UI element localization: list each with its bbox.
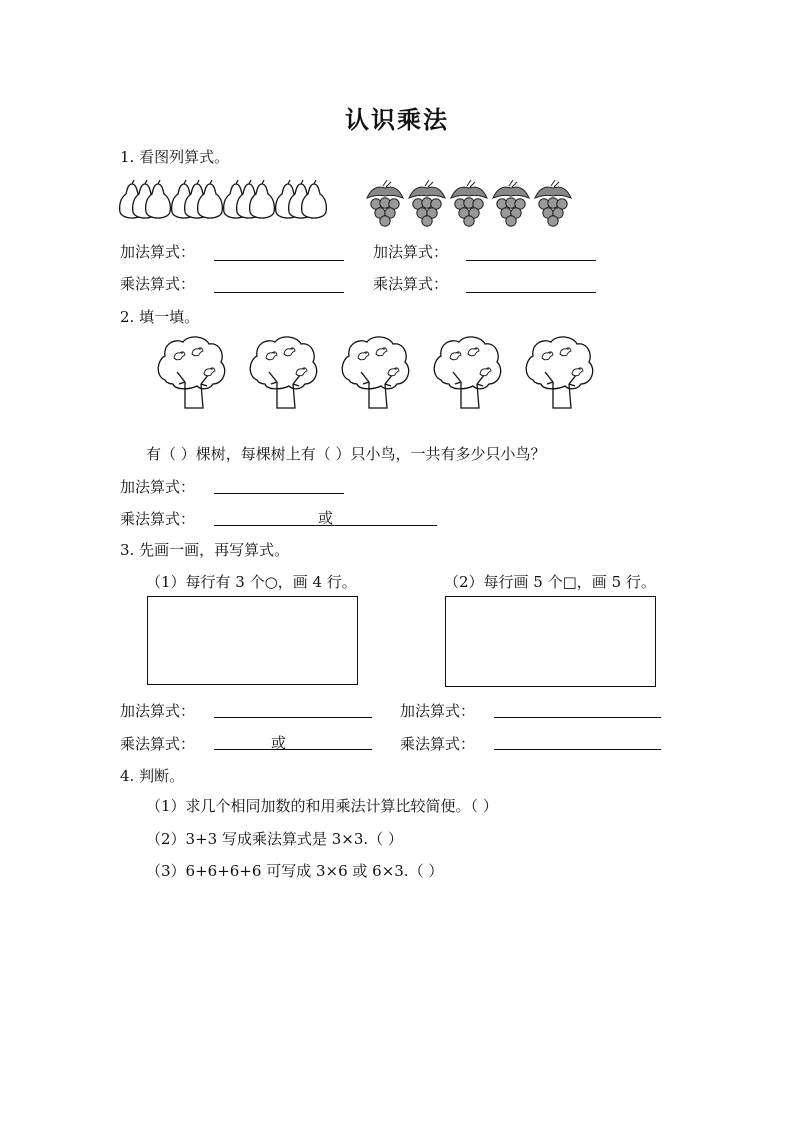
q4-heading: 4. 判断。 (120, 767, 185, 785)
q2-mul-label: 乘法算式： (120, 510, 196, 528)
q4-item-3: （3）6+6+6+6 可写成 3×6 或 6×3.（ ） (146, 862, 444, 880)
q1-heading: 1. 看图列算式。 (120, 148, 230, 166)
q3-right-add-label: 加法算式： (400, 702, 476, 720)
pear-groups-illustration (120, 180, 340, 224)
pea-pod (409, 180, 445, 226)
q3-left-prompt: （1）每行有 3 个○，画 4 行。 (146, 573, 357, 591)
q3-left-mul-answer-line[interactable] (214, 749, 372, 750)
q3-right-mul-answer-line[interactable] (494, 749, 661, 750)
q3-right-add-answer-line[interactable] (494, 717, 661, 718)
q1-right-add-label: 加法算式： (373, 243, 449, 261)
q3-right-drawing-box[interactable] (445, 596, 656, 687)
q1-right-add-answer-line[interactable] (466, 260, 596, 261)
q2-add-label: 加法算式： (120, 478, 196, 496)
q3-right-prompt: （2）每行画 5 个□，画 5 行。 (444, 573, 656, 591)
pear-group (224, 180, 275, 218)
q2-question: 有（ ）棵树，每棵树上有（ ）只小鸟，一共有多少只小鸟？ (146, 445, 546, 463)
tree (342, 337, 408, 408)
tree (434, 337, 500, 408)
q2-or-text: 或 (318, 509, 334, 527)
pear-group (120, 180, 171, 218)
q3-left-drawing-box[interactable] (147, 596, 358, 685)
pea-pods-illustration (365, 178, 585, 226)
q1-right-mul-answer-line[interactable] (466, 292, 596, 293)
tree (158, 337, 224, 408)
pear-group (172, 180, 223, 218)
tree (250, 337, 316, 408)
q1-left-mul-answer-line[interactable] (214, 292, 344, 293)
pea-pod (367, 180, 403, 226)
pear-group (276, 180, 327, 218)
pea-pod (451, 180, 487, 226)
q2-add-answer-line[interactable] (214, 493, 344, 494)
q3-left-add-label: 加法算式： (120, 702, 196, 720)
q4-item-2: （2）3+3 写成乘法算式是 3×3.（ ） (146, 830, 403, 848)
page-title: 认识乘法 (345, 106, 449, 134)
q1-left-mul-label: 乘法算式： (120, 275, 196, 293)
q3-right-mul-label: 乘法算式： (400, 735, 476, 753)
q3-heading: 3. 先画一画，再写算式。 (120, 541, 290, 559)
q1-left-add-answer-line[interactable] (214, 260, 344, 261)
q2-heading: 2. 填一填。 (120, 308, 200, 326)
tree (526, 337, 592, 408)
pea-pod (535, 180, 571, 226)
q3-left-add-answer-line[interactable] (214, 717, 372, 718)
q1-left-add-label: 加法算式： (120, 243, 196, 261)
trees-with-birds-illustration (155, 334, 605, 412)
q4-item-1: （1）求几个相同加数的和用乘法计算比较简便。（ ） (146, 797, 498, 815)
q1-right-mul-label: 乘法算式： (373, 275, 449, 293)
q3-or-text: 或 (271, 734, 287, 752)
pea-pod (493, 180, 529, 226)
q3-left-mul-label: 乘法算式： (120, 735, 196, 753)
